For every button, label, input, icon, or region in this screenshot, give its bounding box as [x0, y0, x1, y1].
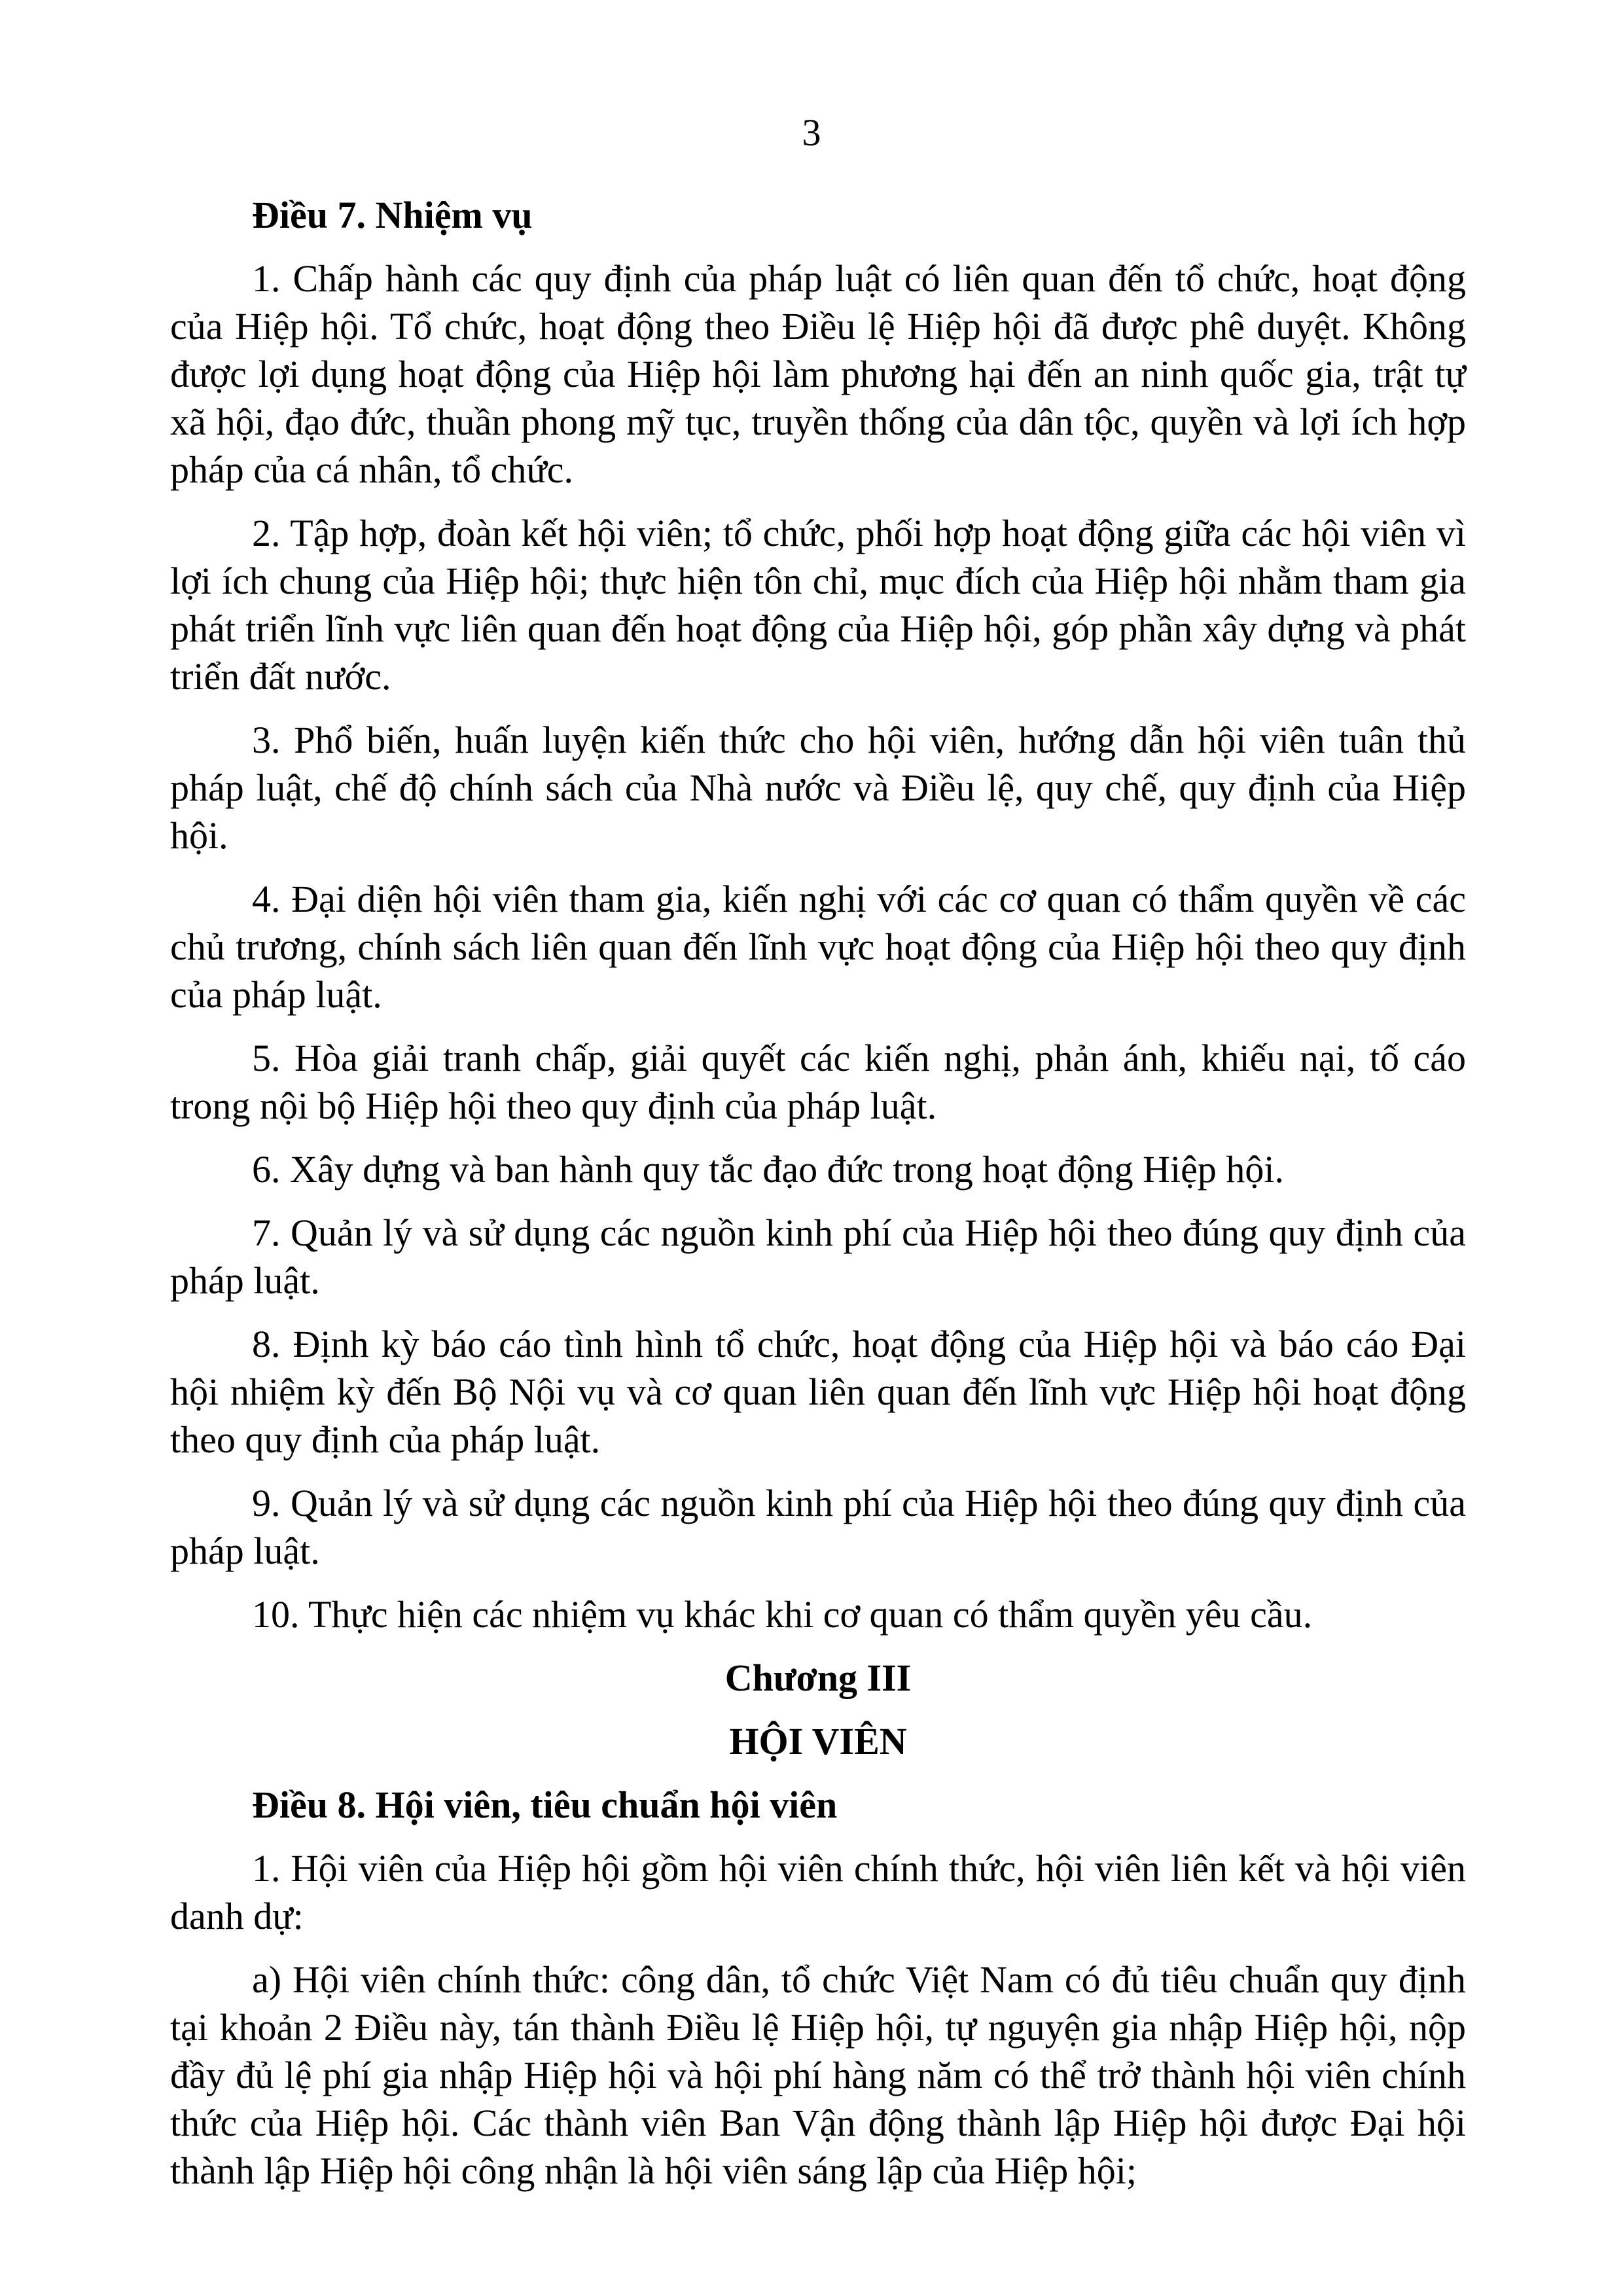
article-7-item-2: 2. Tập hợp, đoàn kết hội viên; tổ chức, phối hợp hoạt động giữa các hội viên vì lợi ích chung của Hiệp hội; thực hiện tôn chỉ, mục đích của Hiệp hội nhằm tham gia phát triển lĩnh vực liên quan đến hoạt động của Hiệp hội, góp phần xây dựng và phát triển đất nước.: [170, 512, 1466, 698]
article-8-heading: Điều 8. Hội viên, tiêu chuẩn hội viên: [252, 1784, 838, 1826]
article-7-item-5: 5. Hòa giải tranh chấp, giải quyết các kiến nghị, phản ánh, khiếu nại, tố cáo trong nội bộ Hiệp hội theo quy định của pháp luật.: [170, 1037, 1466, 1127]
chapter-title: HỘI VIÊN: [729, 1720, 907, 1763]
article-7-item-10: 10. Thực hiện các nhiệm vụ khác khi cơ quan có thẩm quyền yêu cầu.: [252, 1593, 1313, 1636]
article-7-item-1: 1. Chấp hành các quy định của pháp luật có liên quan đến tổ chức, hoạt động của Hiệp hội. Tổ chức, hoạt động theo Điều lệ Hiệp hội đã được phê duyệt. Không được lợi dụng hoạt động của Hiệp hội làm phương hại đến an ninh quốc gia, trật tự xã hội, đạo đức, thuần phong mỹ tục, truyền thống của dân tộc, quyền và lợi ích hợp pháp của cá nhân, tổ chức.: [170, 257, 1466, 491]
article-8-item-1: 1. Hội viên của Hiệp hội gồm hội viên chính thức, hội viên liên kết và hội viên danh dự:: [170, 1847, 1466, 1937]
article-7-item-8: 8. Định kỳ báo cáo tình hình tổ chức, hoạt động của Hiệp hội và báo cáo Đại hội nhiệm kỳ đến Bộ Nội vụ và cơ quan liên quan đến lĩnh vực Hiệp hội hoạt động theo quy định của pháp luật.: [170, 1323, 1466, 1461]
article-7-item-3: 3. Phổ biến, huấn luyện kiến thức cho hội viên, hướng dẫn hội viên tuân thủ pháp luật, chế độ chính sách của Nhà nước và Điều lệ, quy chế, quy định của Hiệp hội.: [170, 719, 1466, 857]
article-7-item-7: 7. Quản lý và sử dụng các nguồn kinh phí của Hiệp hội theo đúng quy định của pháp luật.: [170, 1211, 1466, 1302]
article-7-item-4: 4. Đại diện hội viên tham gia, kiến nghị với các cơ quan có thẩm quyền về các chủ trương, chính sách liên quan đến lĩnh vực hoạt động của Hiệp hội theo quy định của pháp luật.: [170, 878, 1466, 1016]
page-number: 3: [802, 111, 821, 154]
article-7-heading: Điều 7. Nhiệm vụ: [252, 194, 533, 236]
document-body: [170, 191, 1466, 2210]
article-7-item-6: 6. Xây dựng và ban hành quy tắc đạo đức trong hoạt động Hiệp hội.: [252, 1148, 1284, 1191]
article-8-item-1a: a) Hội viên chính thức: công dân, tổ chức Việt Nam có đủ tiêu chuẩn quy định tại khoản 2 Điều này, tán thành Điều lệ Hiệp hội, tự nguyện gia nhập Hiệp hội, nộp đầy đủ lệ phí gia nhập Hiệp hội và hội phí hàng năm có thể trở thành hội viên chính thức của Hiệp hội. Các thành viên Ban Vận động thành lập Hiệp hội được Đại hội thành lập Hiệp hội công nhận là hội viên sáng lập của Hiệp hội;: [170, 1958, 1466, 2192]
chapter-number: Chương III: [724, 1657, 912, 1699]
article-7-item-9: 9. Quản lý và sử dụng các nguồn kinh phí của Hiệp hội theo đúng quy định của pháp luật.: [170, 1482, 1466, 1572]
